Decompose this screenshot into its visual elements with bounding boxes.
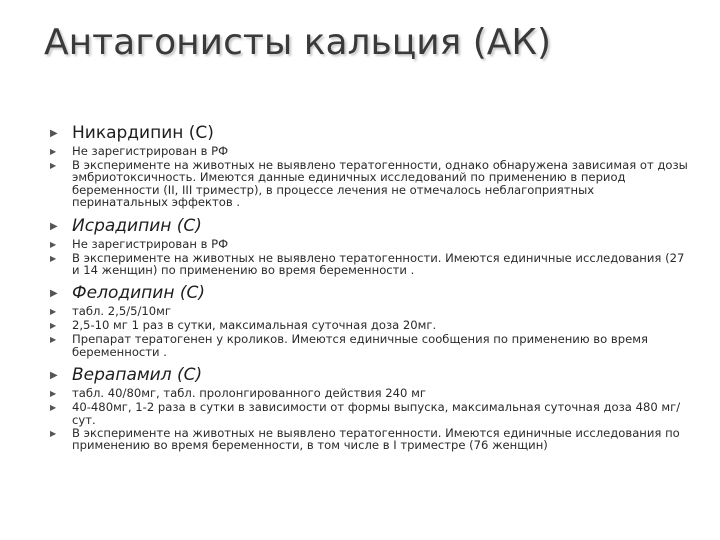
bullet-text: табл. 2,5/5/10мг <box>72 304 172 319</box>
drug-heading-item <box>50 122 690 144</box>
bullet-item <box>50 305 690 318</box>
bullet-arrow-icon: ▶ <box>50 288 58 300</box>
bullet-text: 2,5-10 мг 1 раз в сутки, максимальная суточная доза 20мг. <box>72 318 437 333</box>
bullet-arrow-icon: ▶ <box>50 403 57 413</box>
bullet-arrow-icon: ▶ <box>50 220 58 232</box>
bullet-arrow-icon: ▶ <box>50 128 58 139</box>
bullet-text: 40-480мг, 1-2 раза в сутки в зависимости от формы выпуска, максимальная суточная доза 480 мг/сут. <box>72 400 681 427</box>
bullet-text: В эксперименте на животных не выявлено тератогенности, однако обнаружена зависимая от дозы эмбриотоксичность. Имеются данные единичных исследований по применению в период беременности (II, III триместр), в процессе лечения не отмечалось неблагоприятных перинатальных эффектов . <box>72 158 688 210</box>
drug-heading-text: Никардипин (С) <box>72 123 214 143</box>
drug-heading-text: Верапамил (С) <box>72 365 203 386</box>
bullet-item <box>50 238 690 251</box>
bullet-item <box>50 333 690 358</box>
bullet-arrow-icon: ▶ <box>50 321 57 331</box>
bullet-arrow-icon: ▶ <box>50 335 57 345</box>
bullet-text: В эксперименте на животных не выявлено тератогенности. Имеются единичные исследования (27 и 14 женщин) по применению во время беременности . <box>72 250 685 278</box>
bullet-arrow-icon: ▶ <box>50 161 57 170</box>
drug-heading-item <box>50 364 690 386</box>
drug-heading-item <box>50 215 690 237</box>
drug-heading-text: Исрадипин (С) <box>72 215 202 236</box>
bullet-item <box>50 387 690 400</box>
bullet-arrow-icon: ▶ <box>50 389 57 399</box>
slide-title: Антагонисты кальция (АК) <box>44 22 552 63</box>
bullet-item <box>50 145 690 158</box>
bullet-text: Не зарегистрирован в РФ <box>72 236 229 251</box>
bullet-item <box>50 401 690 426</box>
drug-heading-text: Фелодипин (С) <box>72 283 205 304</box>
bullet-item <box>50 159 690 209</box>
bullet-item <box>50 319 690 332</box>
drug-heading-item <box>50 282 690 304</box>
bullet-arrow-icon: ▶ <box>50 370 58 382</box>
bullet-text: Препарат тератогенен у кроликов. Имеются единичные сообщения по применению во время беременности . <box>72 332 648 359</box>
bullet-arrow-icon: ▶ <box>50 307 57 317</box>
bullet-text: табл. 40/80мг, табл. пролонгированного действия 240 мг <box>72 386 426 401</box>
bullet-arrow-icon: ▶ <box>50 239 57 249</box>
bullet-item <box>50 427 690 452</box>
bullet-text: Не зарегистрирован в РФ <box>72 144 229 158</box>
bullet-arrow-icon: ▶ <box>50 147 57 156</box>
bullet-arrow-icon: ▶ <box>50 429 57 439</box>
bullet-item <box>50 252 690 277</box>
bullet-text: В эксперименте на животных не выявлено тератогенности. Имеются единичные исследования по применению во время беременности, в том числе в I триместре (76 женщин) <box>72 426 680 453</box>
bullet-list <box>50 116 690 452</box>
bullet-arrow-icon: ▶ <box>50 253 57 263</box>
